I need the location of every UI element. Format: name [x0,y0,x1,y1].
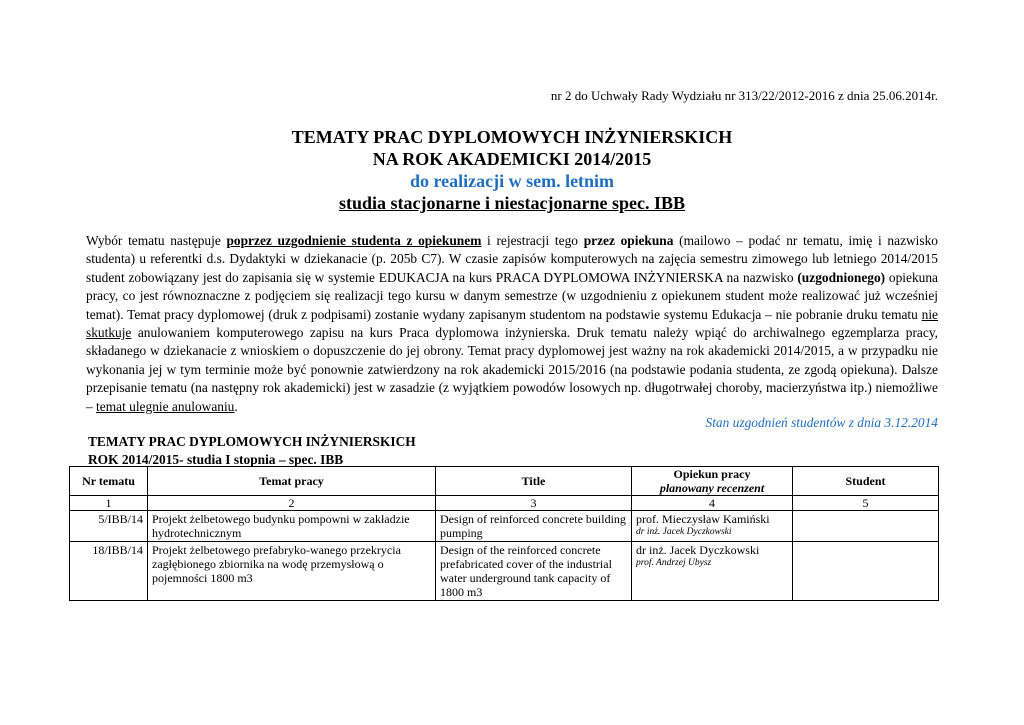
cell-nr: 18/IBB/14 [70,542,148,601]
document-title [0,126,1024,214]
table-header-row [70,467,939,496]
cell-student [793,542,939,601]
cell-title: Design of the reinforced concrete prefabricated cover of the industrial water underground tank capacity of 1800 m3 [436,542,632,601]
column-number: 5 [793,496,939,511]
intro-text-9: anulowaniem komputerowego zapisu na kurs Praca dyplomowa inżynierska. Druk tematu należy wpiąć do archiwalnego egzemplarza pracy, składanego w dziekanacie z wnioskiem o dopuszczenie do jej obrony. Temat pracy dyplomowej jest ważny na rok akademicki 2014/2015, a w przypadku nie wykonania jej w tym terminie może być ponownie zatwierdzony na rok akademicki 2015/2016 (na podstawie podania studenta, ze zgodą opiekuna). Dalsze przepisanie tematu (na następny rok akademicki) jest w zasadzie (z wyjątkiem powodów losowych np. długotrwałej choroby, macierzyństwa itp.) niemożliwe – [86,325,938,414]
title-line-2: NA ROK AKADEMICKI 2014/2015 [372,149,652,169]
resolution-reference: nr 2 do Uchwały Rady Wydziału nr 313/22/2012-2016 z dnia 25.06.2014r. [550,88,938,103]
intro-text-4: przez opiekuna [583,233,674,248]
reviewer-name: dr inż. Jacek Dyczkowski [636,527,732,537]
column-number: 4 [632,496,793,511]
header-opiekun-label: Opiekun pracy [673,467,751,481]
table-row [70,542,939,601]
intro-paragraph [86,232,938,416]
supervisor-name: dr inż. Jacek Dyczkowski [636,543,760,557]
intro-text-5: (mailowo – podać nr tematu, imię i nazwisko studenta) u referentki d.s. Dydaktyki w dziekanacie (p. 205b C7). W czasie zapisów komputerowych na zajęcia semestru zimowego lub letniego 2014/2015 student zobowiązany jest do zapisania się w systemie EDUKACJA na kurs PRACA DYPLOMOWA INŻYNIERSKA na nazwisko [86,233,939,285]
reviewer-name: prof. Andrzej Ubysz [636,558,712,568]
intro-text-10: temat ulegnie anulowaniu [96,398,235,414]
cell-opiekun [632,511,793,542]
column-number: 1 [70,496,148,511]
title-line-4: studia stacjonarne i niestacjonarne spec. IBB [339,193,685,213]
cell-opiekun [632,542,793,601]
header-temat: Temat pracy [148,467,436,496]
column-number-row [70,496,939,511]
supervisor-name: prof. Mieczysław Kamiński [636,512,770,526]
intro-text-2: poprzez uzgodnienie studenta z opiekunem [226,233,482,248]
section-title-line-1: TEMATY PRAC DYPLOMOWYCH INŻYNIERSKICH [88,434,416,449]
intro-text-7: opiekuna pracy, co jest równoznaczne z podjęciem się realizacji tego kursu w danym semestrze (w uzgodnieniu z opiekunem student może realizować już wcześniej temat). Temat pracy dyplomowej (druk z podpisami) zostanie wydany zapisanym studentom na podstawie systemu Edukacja – nie pobranie druku tematu [86,269,939,322]
header-opiekun [632,467,793,496]
intro-text-3: i rejestracji tego [481,233,584,248]
header-nr: Nr tematu [70,467,148,496]
header-student: Student [793,467,939,496]
cell-temat: Projekt żelbetowego prefabryko-wanego przekrycia zagłębionego zbiornika na wodę przemysłową o pojemności 1800 m3 [148,542,436,601]
section-title-line-2: ROK 2014/2015- studia I stopnia – spec. IBB [88,452,344,467]
column-number: 3 [436,496,632,511]
title-line-1: TEMATY PRAC DYPLOMOWYCH INŻYNIERSKICH [291,127,733,147]
cell-title: Design of reinforced concrete building pumping [436,511,632,542]
status-note: Stan uzgodnień studentów z dnia 3.12.2014 [705,415,938,430]
header-title: Title [436,467,632,496]
intro-text-1: Wybór tematu następuje [86,233,227,248]
cell-nr: 5/IBB/14 [70,511,148,542]
cell-student [793,511,939,542]
intro-text-11: . [234,398,238,414]
title-line-3: do realizacji w sem. letnim [409,171,615,191]
intro-text-6: (uzgodnionego) [797,269,886,285]
section-title [88,433,416,469]
topics-table [69,466,939,601]
column-number: 2 [148,496,436,511]
header-recenzent-label: planowany recenzent [659,481,765,495]
cell-temat: Projekt żelbetowego budynku pompowni w zakładzie hydrotechnicznym [148,511,436,542]
intro-text-8: nie skutkuje [86,306,938,341]
table-row [70,511,939,542]
